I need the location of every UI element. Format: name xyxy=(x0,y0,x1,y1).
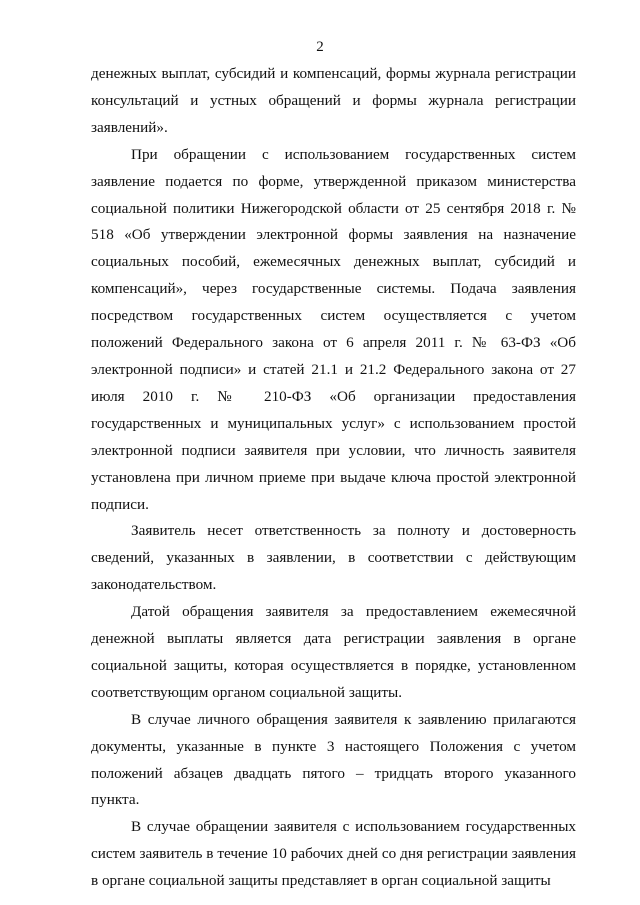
paragraph-electronic-submission: При обращении с использованием государственных систем заявление подается по форме, утвержденной приказом министерства социальной политики Нижегородской области от 25 сентября 2018 г. № 518 «Об утверждении электронной формы заявления на назначение социальных пособий, ежемесячных денежных выплат, субсидий и компенсаций», через государственные системы. Подача заявления посредством государственных систем осуществляется с учетом положений Федерального закона от 6 апреля 2011 г. № 63-ФЗ «Об электронной подписи» и статей 21.1 и 21.2 Федерального закона от 27 июля 2010 г. № 210-ФЗ «Об организации предоставления государственных и муниципальных услуг» с использованием простой электронной подписи заявителя при условии, что личность заявителя установлена при личном приеме при выдаче ключа простой электронной подписи. xyxy=(91,145,576,513)
paragraph-application-date: Датой обращения заявителя за предоставлением ежемесячной денежной выплаты является дата регистрации заявления в органе социальной защиты, которая осуществляется в порядке, установленном соответствующим органом социальной защиты. xyxy=(91,603,576,701)
paragraph-continuation: денежных выплат, субсидий и компенсаций, формы журнала регистрации консультаций и устных обращений и формы журнала регистрации заявлений». xyxy=(91,65,576,136)
page-number: 2 xyxy=(316,39,324,55)
paragraph-personal-application: В случае личного обращения заявителя к заявлению прилагаются документы, указанные в пункте 3 настоящего Положения с учетом положений абзацев двадцать пятого – тридцать второго указанного пункта. xyxy=(91,710,576,809)
paragraph-applicant-responsibility: Заявитель несет ответственность за полноту и достоверность сведений, указанных в заявлении, в соответствии с действующим законодательством. xyxy=(91,522,576,594)
paragraph-electronic-documents: В случае обращении заявителя с использованием государственных систем заявитель в течение 10 рабочих дней со дня регистрации заявления в органе социальной защиты представляет в орган социальной защиты xyxy=(91,818,576,890)
document-body xyxy=(91,61,576,895)
